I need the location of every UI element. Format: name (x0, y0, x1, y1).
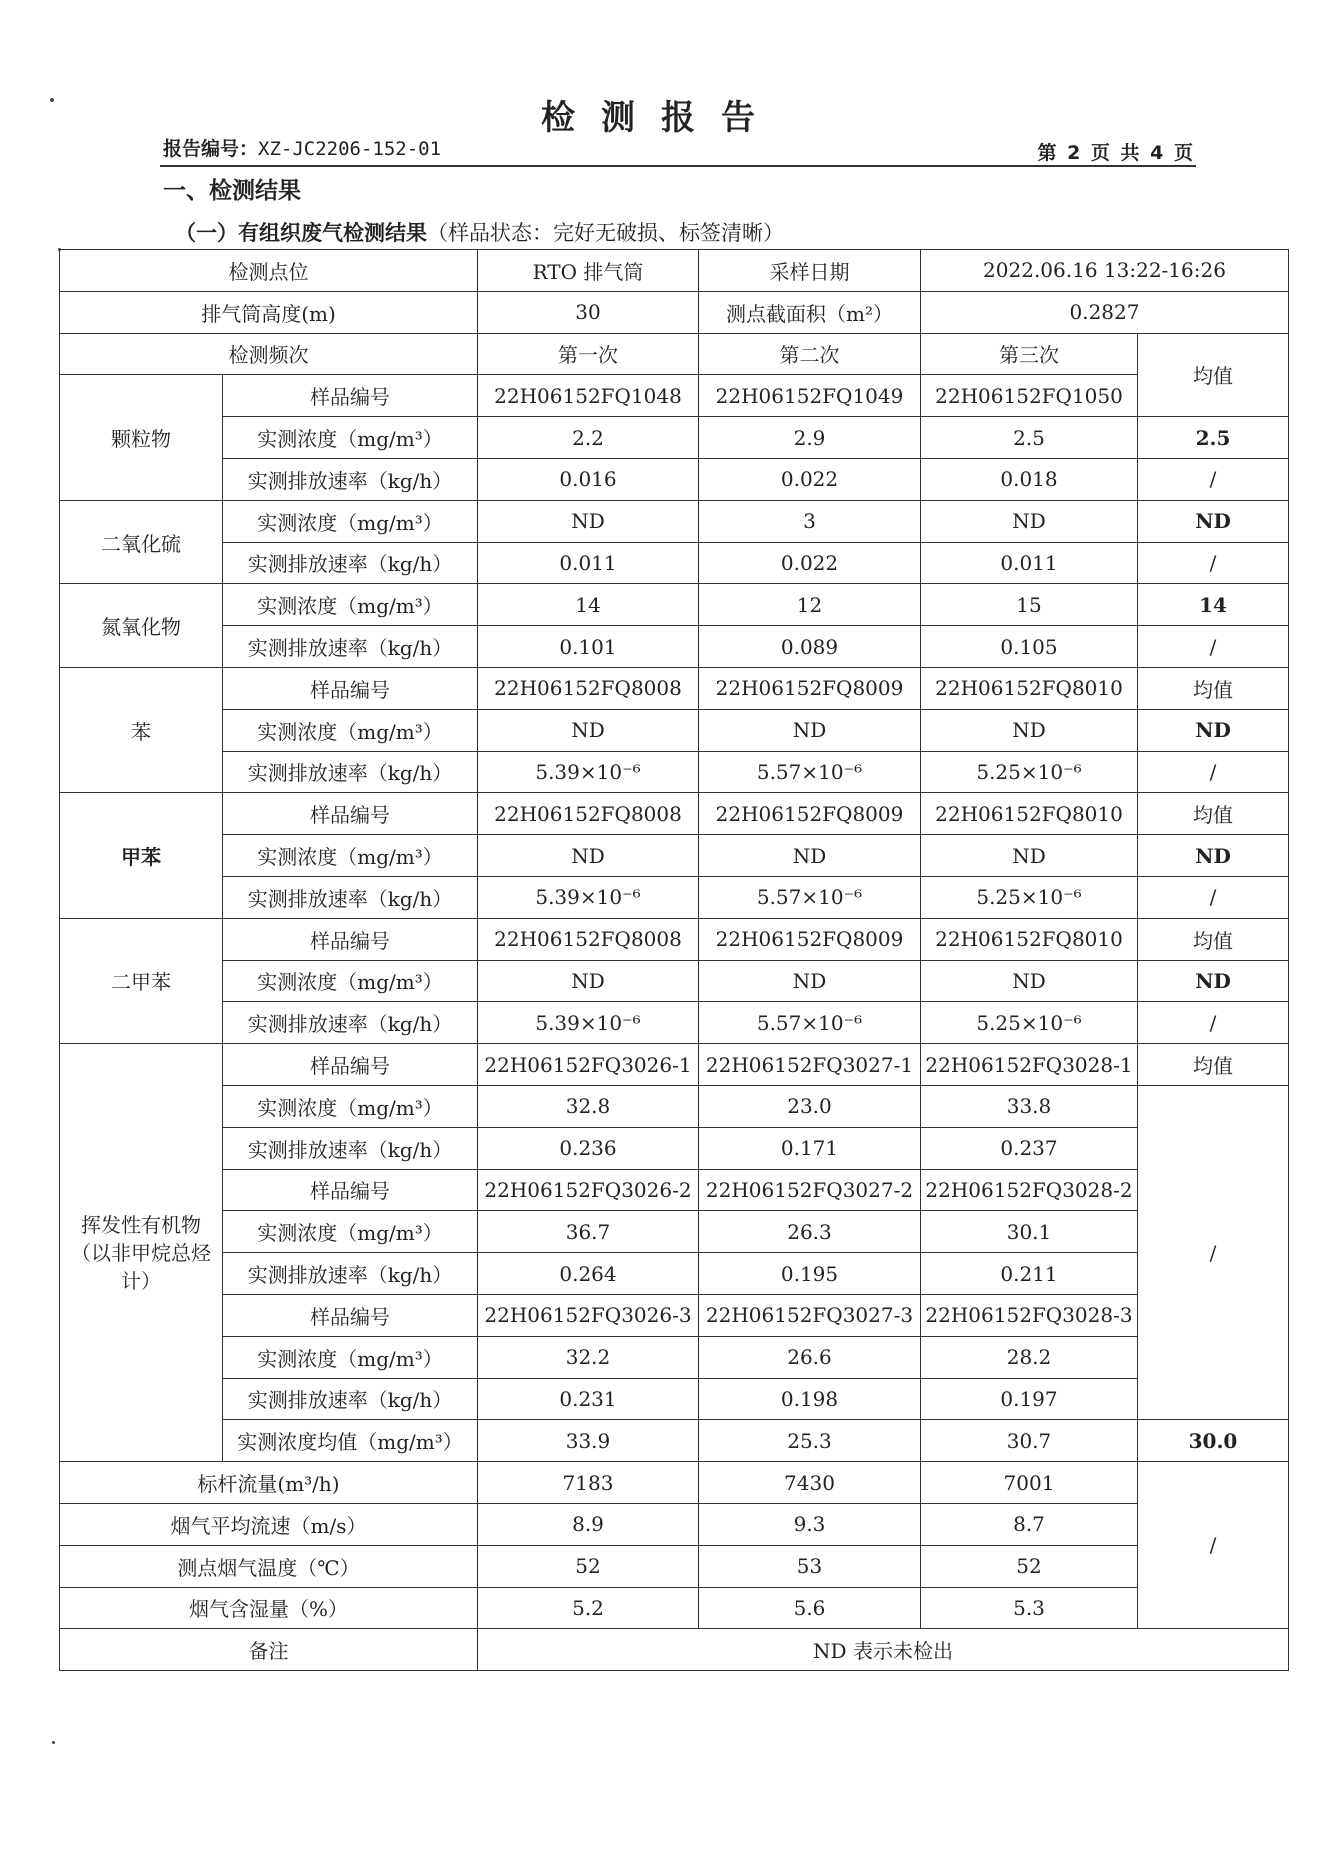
rate-label: 实测排放速率（kg/h） (223, 1378, 478, 1420)
std-flow-cell: 7430 (699, 1462, 921, 1504)
sample-no-label: 样品编号 (223, 1169, 478, 1211)
table-row (60, 1294, 1289, 1336)
table-row (60, 1545, 1289, 1587)
point-label: 检测点位 (60, 250, 478, 292)
conc-label: 实测浓度（mg/m³） (223, 584, 478, 626)
table-row (60, 1587, 1289, 1629)
velocity-cell: 8.9 (478, 1503, 699, 1545)
conc-avg-cell: ND (1138, 709, 1289, 751)
temperature-label: 测点烟气温度（℃） (60, 1545, 478, 1587)
conc-mean-avg-cell: 30.0 (1138, 1420, 1289, 1462)
conc-cell: ND (921, 709, 1138, 751)
conc-label: 实测浓度（mg/m³） (223, 1211, 478, 1253)
conc-avg-cell: ND (1138, 835, 1289, 877)
document-title: 检测报告 (541, 98, 781, 138)
sample-no-cell: 22H06152FQ3027-2 (699, 1169, 921, 1211)
sample-avg-header: 均值 (1138, 1044, 1289, 1086)
table-row (60, 960, 1289, 1002)
rate-avg-cell: / (1138, 751, 1289, 793)
conc-mean-cell: 30.7 (921, 1420, 1138, 1462)
subsection-heading: （一）有组织废气检测结果 (175, 221, 427, 245)
conc-label: 实测浓度（mg/m³） (223, 1085, 478, 1127)
conc-cell: ND (921, 835, 1138, 877)
section-title: 一、检测结果 (163, 178, 301, 204)
table-row (60, 1503, 1289, 1545)
conc-label: 实测浓度（mg/m³） (223, 960, 478, 1002)
table-row (60, 1044, 1289, 1086)
temperature-cell: 52 (921, 1545, 1138, 1587)
table-row (60, 793, 1289, 835)
rate-cell: 0.197 (921, 1378, 1138, 1420)
table-row (60, 835, 1289, 877)
temperature-cell: 53 (699, 1545, 921, 1587)
conc-mean-label: 实测浓度均值（mg/m³） (223, 1420, 478, 1462)
rate-label: 实测排放速率（kg/h） (223, 876, 478, 918)
rate-label: 实测排放速率（kg/h） (223, 458, 478, 500)
pollutant-so2: 二氧化硫 (60, 500, 223, 584)
table-row (60, 250, 1289, 292)
sample-no-cell: 22H06152FQ8009 (699, 918, 921, 960)
height-label: 排气筒高度(m) (60, 291, 478, 333)
average-header: 均值 (1138, 333, 1289, 417)
sample-status-note: （样品状态：完好无破损、标签清晰） (427, 221, 784, 245)
conc-cell: 36.7 (478, 1211, 699, 1253)
std-flow-label: 标杆流量(m³/h) (60, 1462, 478, 1504)
rate-cell: 0.236 (478, 1127, 699, 1169)
conc-cell: 26.3 (699, 1211, 921, 1253)
rate-label: 实测排放速率（kg/h） (223, 1127, 478, 1169)
point-value: RTO 排气筒 (478, 250, 699, 292)
rate-cell: 5.39×10⁻⁶ (478, 751, 699, 793)
flow-avg-cell: / (1138, 1462, 1289, 1629)
rate-cell: 0.016 (478, 458, 699, 500)
rate-cell: 5.39×10⁻⁶ (478, 1002, 699, 1044)
sample-no-cell: 22H06152FQ8010 (921, 667, 1138, 709)
table-row (60, 1253, 1289, 1295)
sample-no-cell: 22H06152FQ1050 (921, 375, 1138, 417)
rate-cell: 0.011 (921, 542, 1138, 584)
sample-no-label: 样品编号 (223, 1294, 478, 1336)
sample-no-cell: 22H06152FQ3028-1 (921, 1044, 1138, 1086)
sample-no-cell: 22H06152FQ3027-1 (699, 1044, 921, 1086)
conc-cell: ND (921, 500, 1138, 542)
rate-cell: 0.011 (478, 542, 699, 584)
table-row (60, 458, 1289, 500)
header-rule (160, 165, 1196, 167)
rate-cell: 0.231 (478, 1378, 699, 1420)
remark-value: ND 表示未检出 (478, 1629, 1289, 1671)
moisture-cell: 5.6 (699, 1587, 921, 1629)
frequency-label: 检测频次 (60, 333, 478, 375)
height-value: 30 (478, 291, 699, 333)
rate-cell: 0.022 (699, 458, 921, 500)
table-row (60, 584, 1289, 626)
run-3-header: 第三次 (921, 333, 1138, 375)
table-row (60, 1169, 1289, 1211)
table-row (60, 1462, 1289, 1504)
pollutant-voc: 挥发性有机物（以非甲烷总烃计） (60, 1044, 223, 1462)
date-label: 采样日期 (699, 250, 921, 292)
rate-cell: 0.171 (699, 1127, 921, 1169)
table-row (60, 1085, 1289, 1127)
report-number-value: XZ-JC2206-152-01 (258, 138, 442, 160)
table-row (60, 1211, 1289, 1253)
rate-label: 实测排放速率（kg/h） (223, 1253, 478, 1295)
rate-cell: 0.018 (921, 458, 1138, 500)
table-row (60, 667, 1289, 709)
page-info: 第 2 页 共 4 页 (1037, 142, 1195, 164)
table-row (60, 291, 1289, 333)
sample-no-cell: 22H06152FQ8008 (478, 918, 699, 960)
velocity-cell: 9.3 (699, 1503, 921, 1545)
conc-cell: 3 (699, 500, 921, 542)
rate-cell: 5.57×10⁻⁶ (699, 1002, 921, 1044)
conc-cell: 32.8 (478, 1085, 699, 1127)
conc-cell: 23.0 (699, 1085, 921, 1127)
table-row (60, 1420, 1289, 1462)
rate-label: 实测排放速率（kg/h） (223, 626, 478, 668)
pollutant-benzene: 苯 (60, 667, 223, 792)
conc-cell: 15 (921, 584, 1138, 626)
conc-avg-cell: 14 (1138, 584, 1289, 626)
sample-no-cell: 22H06152FQ3026-3 (478, 1294, 699, 1336)
sample-no-cell: 22H06152FQ3028-3 (921, 1294, 1138, 1336)
std-flow-cell: 7183 (478, 1462, 699, 1504)
conc-cell: 12 (699, 584, 921, 626)
sample-no-cell: 22H06152FQ3026-2 (478, 1169, 699, 1211)
table-row (60, 500, 1289, 542)
moisture-cell: 5.3 (921, 1587, 1138, 1629)
sample-no-cell: 22H06152FQ1049 (699, 375, 921, 417)
velocity-label: 烟气平均流速（m/s） (60, 1503, 478, 1545)
rate-cell: 0.022 (699, 542, 921, 584)
rate-cell: 0.195 (699, 1253, 921, 1295)
table-row (60, 1378, 1289, 1420)
table-row (60, 1336, 1289, 1378)
sample-no-label: 样品编号 (223, 375, 478, 417)
conc-label: 实测浓度（mg/m³） (223, 417, 478, 459)
conc-cell: ND (699, 709, 921, 751)
rate-label: 实测排放速率（kg/h） (223, 751, 478, 793)
rate-cell: 5.57×10⁻⁶ (699, 751, 921, 793)
sample-no-label: 样品编号 (223, 918, 478, 960)
table-row (60, 1002, 1289, 1044)
rate-cell: 0.105 (921, 626, 1138, 668)
sample-no-cell: 22H06152FQ8009 (699, 667, 921, 709)
sample-avg-header: 均值 (1138, 918, 1289, 960)
rate-cell: 0.264 (478, 1253, 699, 1295)
sample-no-cell: 22H06152FQ8008 (478, 667, 699, 709)
sample-no-cell: 22H06152FQ8008 (478, 793, 699, 835)
velocity-cell: 8.7 (921, 1503, 1138, 1545)
area-label: 测点截面积（m²） (699, 291, 921, 333)
conc-cell: 2.9 (699, 417, 921, 459)
pollutant-particulate: 颗粒物 (60, 375, 223, 500)
table-row (60, 333, 1289, 375)
conc-cell: ND (921, 960, 1138, 1002)
rate-label: 实测排放速率（kg/h） (223, 1002, 478, 1044)
rate-cell: 0.198 (699, 1378, 921, 1420)
sample-no-cell: 22H06152FQ8010 (921, 793, 1138, 835)
moisture-label: 烟气含湿量（%） (60, 1587, 478, 1629)
conc-mean-cell: 33.9 (478, 1420, 699, 1462)
conc-cell: 2.5 (921, 417, 1138, 459)
rate-label: 实测排放速率（kg/h） (223, 542, 478, 584)
rate-cell: 5.57×10⁻⁶ (699, 876, 921, 918)
sample-no-label: 样品编号 (223, 667, 478, 709)
remark-label: 备注 (60, 1629, 478, 1671)
conc-cell: ND (478, 960, 699, 1002)
table-row (60, 751, 1289, 793)
sample-no-cell: 22H06152FQ1048 (478, 375, 699, 417)
rate-avg-cell: / (1138, 1002, 1289, 1044)
subsection-title (175, 217, 784, 247)
rate-cell: 5.25×10⁻⁶ (921, 1002, 1138, 1044)
conc-label: 实测浓度（mg/m³） (223, 1336, 478, 1378)
conc-label: 实测浓度（mg/m³） (223, 835, 478, 877)
rate-cell: 5.39×10⁻⁶ (478, 876, 699, 918)
sample-avg-header: 均值 (1138, 793, 1289, 835)
conc-cell: 32.2 (478, 1336, 699, 1378)
table-row (60, 918, 1289, 960)
table-row (60, 1127, 1289, 1169)
sample-avg-header: 均值 (1138, 667, 1289, 709)
sample-no-cell: 22H06152FQ3028-2 (921, 1169, 1138, 1211)
conc-cell: ND (699, 960, 921, 1002)
conc-label: 实测浓度（mg/m³） (223, 709, 478, 751)
table-row (60, 1629, 1289, 1671)
table-row (60, 375, 1289, 417)
table-row (60, 417, 1289, 459)
temperature-cell: 52 (478, 1545, 699, 1587)
rate-cell: 5.25×10⁻⁶ (921, 876, 1138, 918)
conc-cell: 26.6 (699, 1336, 921, 1378)
sample-no-cell: 22H06152FQ3026-1 (478, 1044, 699, 1086)
conc-cell: 2.2 (478, 417, 699, 459)
conc-avg-cell: 2.5 (1138, 417, 1289, 459)
scan-speck (52, 1741, 55, 1744)
rate-cell: 0.211 (921, 1253, 1138, 1295)
conc-cell: 30.1 (921, 1211, 1138, 1253)
results-table (59, 249, 1289, 1671)
conc-cell: 28.2 (921, 1336, 1138, 1378)
rate-avg-cell: / (1138, 458, 1289, 500)
table-row (60, 876, 1289, 918)
rate-avg-cell: / (1138, 542, 1289, 584)
table-row (60, 709, 1289, 751)
rate-cell: 0.089 (699, 626, 921, 668)
conc-cell: ND (478, 835, 699, 877)
conc-cell: 14 (478, 584, 699, 626)
sample-no-cell: 22H06152FQ8009 (699, 793, 921, 835)
rate-avg-cell: / (1138, 876, 1289, 918)
std-flow-cell: 7001 (921, 1462, 1138, 1504)
rate-avg-cell: / (1138, 626, 1289, 668)
conc-cell: ND (478, 500, 699, 542)
pollutant-nox: 氮氧化物 (60, 584, 223, 668)
rate-cell: 0.237 (921, 1127, 1138, 1169)
table-row (60, 626, 1289, 668)
report-number (163, 134, 441, 161)
date-value: 2022.06.16 13:22-16:26 (921, 250, 1289, 292)
table-row (60, 542, 1289, 584)
pollutant-xylene: 二甲苯 (60, 918, 223, 1043)
conc-cell: ND (699, 835, 921, 877)
conc-mean-cell: 25.3 (699, 1420, 921, 1462)
moisture-cell: 5.2 (478, 1587, 699, 1629)
area-value: 0.2827 (921, 291, 1289, 333)
conc-avg-cell: ND (1138, 960, 1289, 1002)
sample-no-cell: 22H06152FQ3027-3 (699, 1294, 921, 1336)
report-number-label: 报告编号： (163, 138, 259, 160)
conc-cell: 33.8 (921, 1085, 1138, 1127)
sample-no-label: 样品编号 (223, 793, 478, 835)
sample-no-label: 样品编号 (223, 1044, 478, 1086)
conc-label: 实测浓度（mg/m³） (223, 500, 478, 542)
sample-no-cell: 22H06152FQ8010 (921, 918, 1138, 960)
conc-avg-cell: ND (1138, 500, 1289, 542)
run-1-header: 第一次 (478, 333, 699, 375)
rate-cell: 0.101 (478, 626, 699, 668)
pollutant-toluene: 甲苯 (60, 793, 223, 918)
rate-cell: 5.25×10⁻⁶ (921, 751, 1138, 793)
run-2-header: 第二次 (699, 333, 921, 375)
conc-cell: ND (478, 709, 699, 751)
voc-avg-cell: / (1138, 1085, 1289, 1419)
